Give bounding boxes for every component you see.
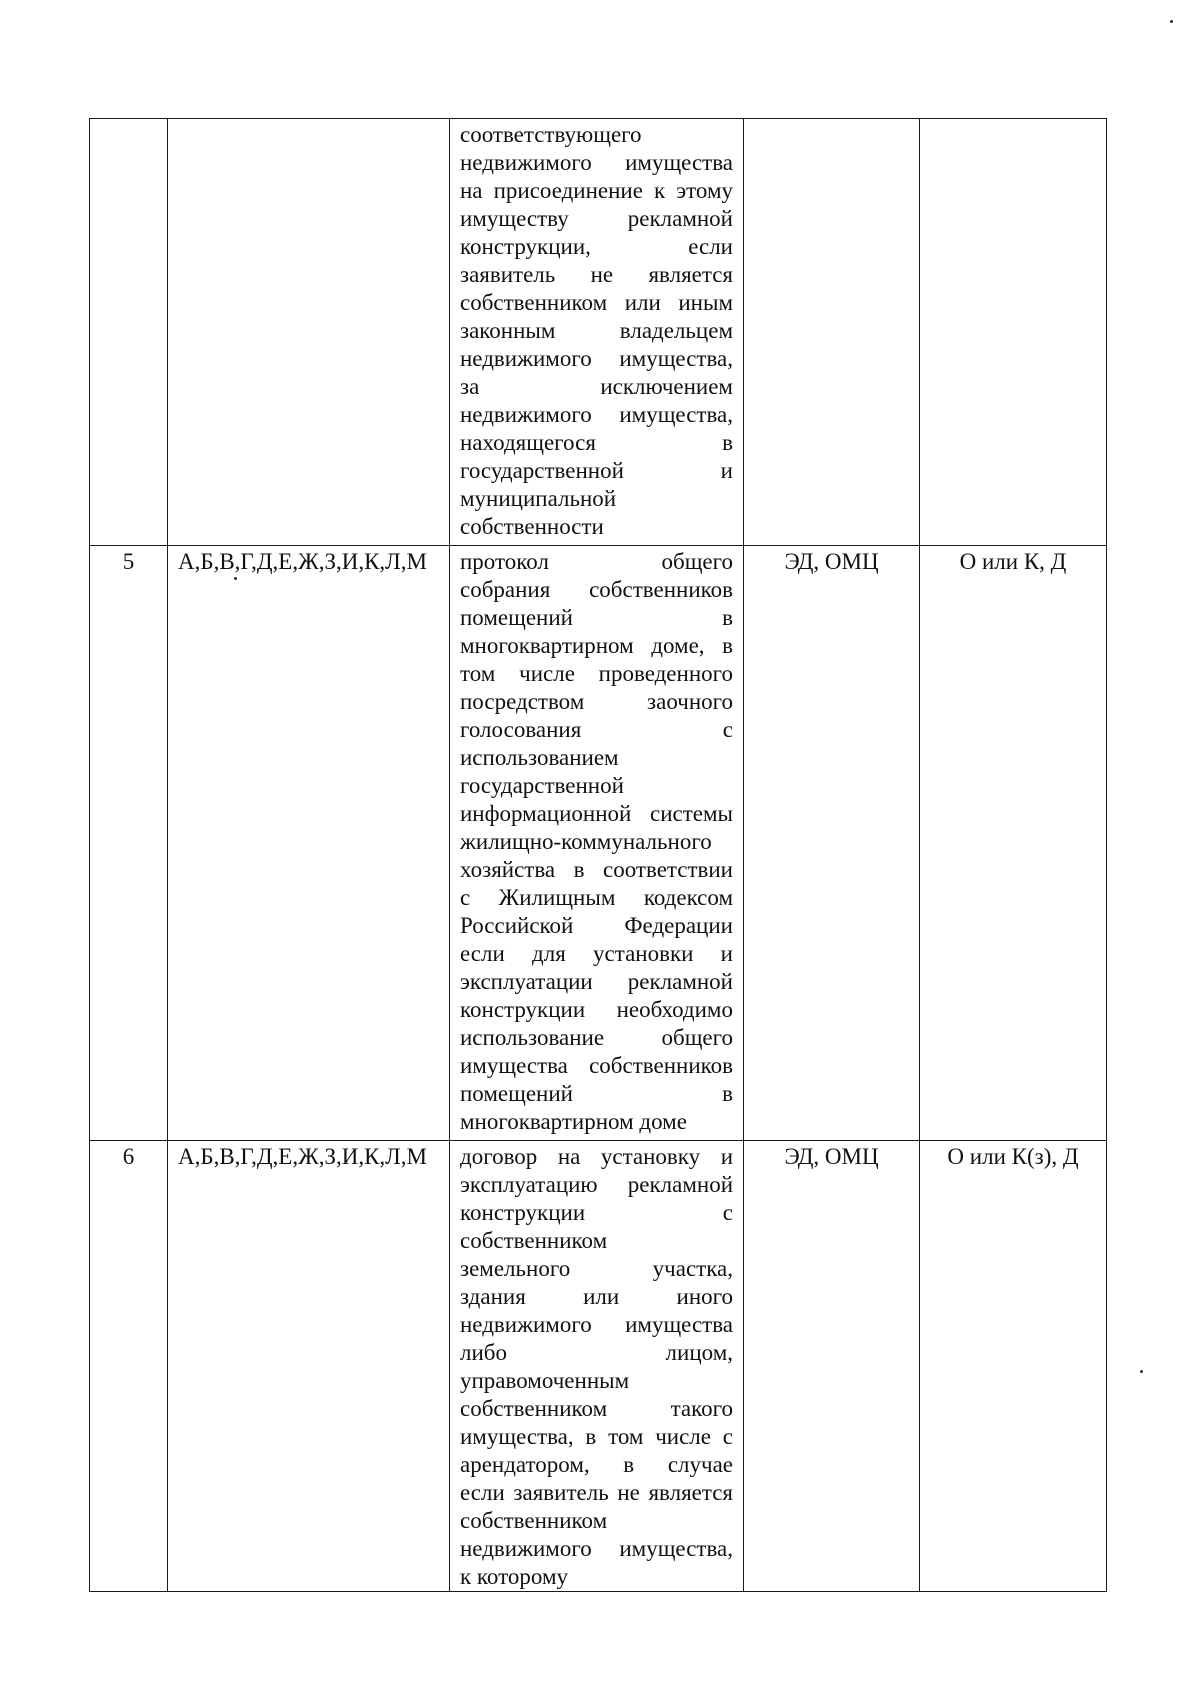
description-line: собрания собственников (460, 577, 733, 602)
description-line: имуществу рекламной (460, 206, 733, 231)
description-line: недвижимого имущества, (460, 402, 733, 427)
description-line: имущества, в том числе с (460, 1424, 733, 1449)
form-type-cell: ЭД, ОМЦ (744, 546, 920, 1141)
document-description-cell (450, 1141, 744, 1592)
description-line: арендатором, в случае (460, 1452, 733, 1477)
category-list-cell: А,Б,В,Г,Д,Е,Ж,З,И,К,Л,М (168, 1141, 450, 1592)
table-row (90, 119, 1107, 546)
category-list-cell (168, 119, 450, 546)
table-row (90, 546, 1107, 1141)
description-line: государственной и (460, 458, 733, 483)
description-line: недвижимого имущества (460, 1312, 733, 1337)
row-number-cell: 5 (90, 546, 168, 1141)
description-line: помещений в (460, 605, 733, 630)
description-line: собственником такого (460, 1396, 733, 1421)
description-line: том числе проведенного (460, 661, 733, 686)
requirements-table (89, 118, 1107, 1592)
description-line: либо лицом, (460, 1340, 733, 1365)
requirement-cell: О или К, Д (920, 546, 1107, 1141)
description-line: эксплуатации рекламной (460, 969, 733, 994)
description-line: управомоченным (460, 1368, 630, 1393)
description-line: недвижимого имущества, (460, 1536, 733, 1561)
document-description-cell (450, 119, 744, 546)
description-line: посредством заочного (460, 689, 733, 714)
description-line: конструкции, если (460, 234, 733, 259)
description-line: собственником или иным (460, 290, 733, 315)
description-line: на присоединение к этому (460, 178, 733, 203)
description-line: договор на установку и (460, 1144, 733, 1169)
description-line: соответствующего (460, 122, 642, 147)
requirement-cell (920, 119, 1107, 546)
form-type-cell (744, 119, 920, 546)
description-line: к которому (460, 1564, 568, 1589)
description-line: конструкции с (460, 1200, 733, 1225)
description-line: имущества собственников (460, 1053, 733, 1078)
description-line: находящегося в (460, 430, 733, 455)
description-line: помещений в (460, 1081, 733, 1106)
description-line: голосования с (460, 717, 733, 742)
requirement-cell: О или К(з), Д (920, 1141, 1107, 1592)
description-line: использованием (460, 745, 619, 770)
scan-speck (1140, 1370, 1143, 1373)
table-row (90, 1141, 1107, 1592)
description-line: недвижимого имущества (460, 150, 733, 175)
description-line: жилищно-коммунального (460, 829, 712, 854)
description-line: многоквартирном доме (460, 1109, 687, 1134)
row-number-cell (90, 119, 168, 546)
description-line: недвижимого имущества, (460, 346, 733, 371)
description-line: законным владельцем (460, 318, 733, 343)
description-line: многоквартирном доме, в (460, 633, 733, 658)
description-line: собственником (460, 1228, 608, 1253)
description-line: за исключением (460, 374, 733, 399)
description-line: эксплуатацию рекламной (460, 1172, 733, 1197)
description-line: заявитель не является (460, 262, 733, 287)
description-line: если для установки и (460, 941, 733, 966)
description-line: здания или иного (460, 1284, 733, 1309)
description-line: Российской Федерации (460, 913, 733, 938)
description-line: муниципальной (460, 486, 617, 511)
description-line: собственником (460, 1508, 608, 1533)
description-line: протокол общего (460, 549, 733, 574)
description-line: если заявитель не является (460, 1480, 733, 1505)
scan-speck (234, 577, 237, 580)
document-description-cell (450, 546, 744, 1141)
description-line: хозяйства в соответствии (460, 857, 733, 882)
description-line: информационной системы (460, 801, 733, 826)
row-number-cell: 6 (90, 1141, 168, 1592)
scan-speck (1170, 20, 1173, 23)
form-type-cell: ЭД, ОМЦ (744, 1141, 920, 1592)
description-line: с Жилищным кодексом (460, 885, 733, 910)
description-line: конструкции необходимо (460, 997, 733, 1022)
description-line: государственной (460, 773, 624, 798)
description-line: собственности (460, 514, 604, 539)
description-line: использование общего (460, 1025, 733, 1050)
description-line: земельного участка, (460, 1256, 733, 1281)
category-list-cell: А,Б,В,Г,Д,Е,Ж,З,И,К,Л,М (168, 546, 450, 1141)
